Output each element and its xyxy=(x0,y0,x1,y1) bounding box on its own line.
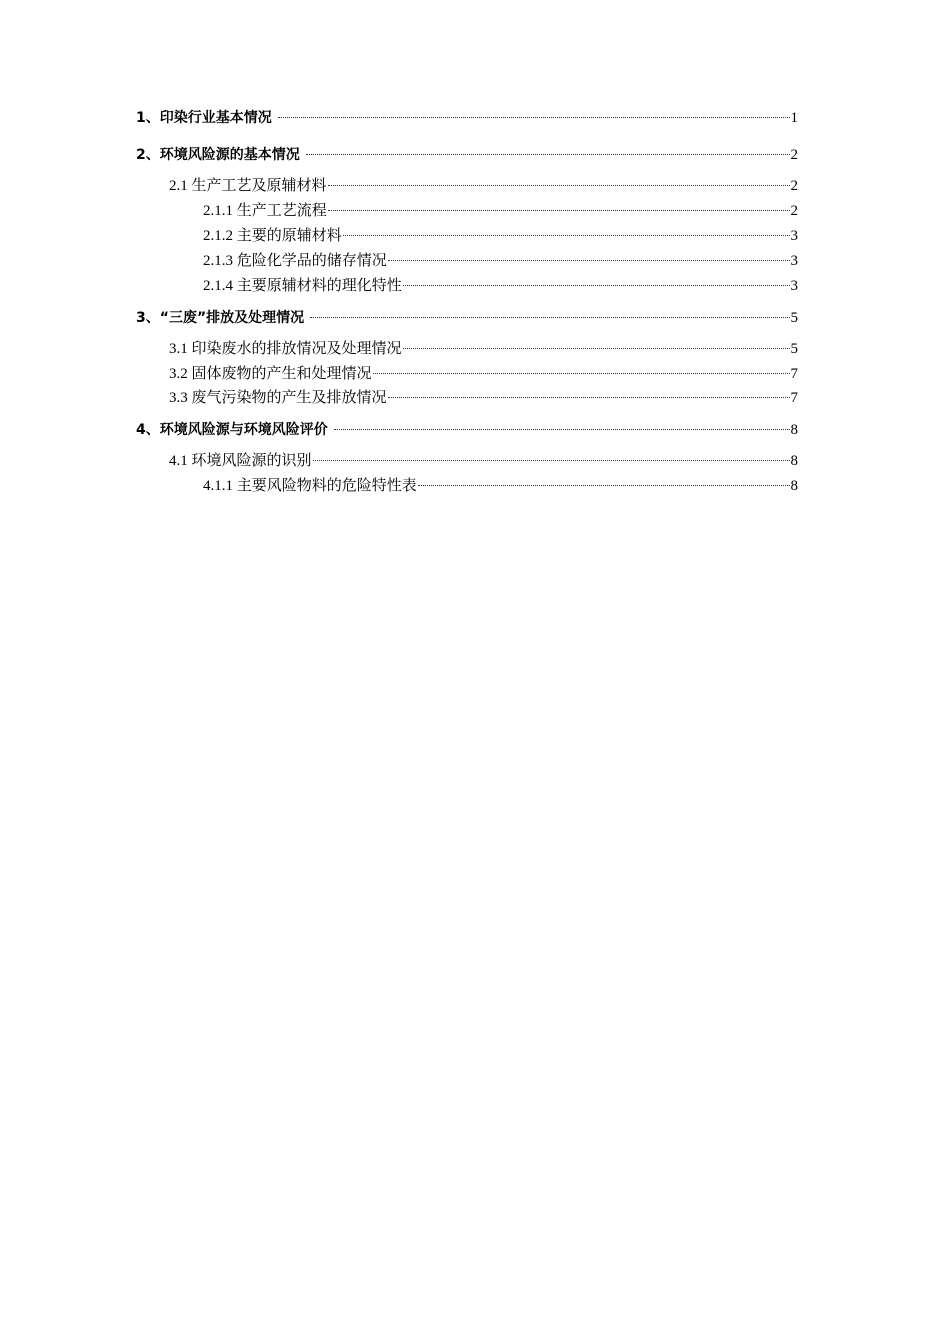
toc-dot-leader xyxy=(418,485,790,486)
toc-entry-page-number: 8 xyxy=(790,453,798,469)
toc-entry-title: 4.1 环境风险源的识别 xyxy=(169,453,312,469)
toc-dot-leader xyxy=(334,429,790,430)
toc-entry-2-1[interactable] xyxy=(169,175,798,197)
toc-entry-1[interactable] xyxy=(136,107,798,129)
toc-entry-3[interactable] xyxy=(136,307,798,329)
toc-entry-page-number: 8 xyxy=(790,478,798,494)
toc-entry-page-number: 3 xyxy=(790,278,798,294)
toc-dot-leader xyxy=(388,397,790,398)
toc-dot-leader xyxy=(310,317,789,318)
toc-entry-title: 2.1.1 生产工艺流程 xyxy=(203,203,327,219)
toc-entry-title: 3.1 印染废水的排放情况及处理情况 xyxy=(169,341,402,357)
toc-entry-page-number: 1 xyxy=(790,110,798,126)
toc-entry-page-number: 5 xyxy=(790,310,798,326)
toc-entry-2-1-3[interactable] xyxy=(203,250,798,272)
toc-entry-page-number: 3 xyxy=(790,253,798,269)
toc-entry-title: 4、环境风险源与环境风险评价 xyxy=(136,422,328,438)
toc-entry-title: 2.1 生产工艺及原辅材料 xyxy=(169,178,327,194)
toc-entry-4-1[interactable] xyxy=(169,450,798,472)
toc-entry-title: 2、环境风险源的基本情况 xyxy=(136,147,300,163)
toc-entry-2-1-1[interactable] xyxy=(203,200,798,222)
toc-dot-leader xyxy=(343,235,790,236)
toc-entry-3-1[interactable] xyxy=(169,338,798,360)
toc-dot-leader xyxy=(278,117,790,118)
toc-dot-leader xyxy=(403,285,790,286)
toc-entry-4-1-1[interactable] xyxy=(203,475,798,497)
toc-entry-2[interactable] xyxy=(136,144,798,166)
toc-entry-4[interactable] xyxy=(136,419,798,441)
toc-entry-page-number: 5 xyxy=(790,341,798,357)
toc-entry-title: 2.1.4 主要原辅材料的理化特性 xyxy=(203,278,402,294)
toc-entry-page-number: 2 xyxy=(790,147,798,163)
toc-entry-page-number: 2 xyxy=(790,178,798,194)
toc-dot-leader xyxy=(373,373,790,374)
toc-dot-leader xyxy=(328,210,790,211)
toc-entry-title: 4.1.1 主要风险物料的危险特性表 xyxy=(203,478,417,494)
toc-entry-title: 2.1.3 危险化学品的储存情况 xyxy=(203,253,387,269)
toc-entry-title: 2.1.2 主要的原辅材料 xyxy=(203,228,342,244)
toc-entry-page-number: 7 xyxy=(790,366,798,382)
toc-dot-leader xyxy=(306,154,790,155)
toc-entry-page-number: 2 xyxy=(790,203,798,219)
toc-entry-title: 1、印染行业基本情况 xyxy=(136,110,272,126)
toc-dot-leader xyxy=(388,260,790,261)
toc-dot-leader xyxy=(403,348,790,349)
toc-entry-page-number: 3 xyxy=(790,228,798,244)
toc-entry-2-1-4[interactable] xyxy=(203,275,798,297)
toc-entry-3-3[interactable] xyxy=(169,387,798,409)
toc-dot-leader xyxy=(328,185,790,186)
toc-entry-page-number: 7 xyxy=(790,390,798,406)
toc-entry-3-2[interactable] xyxy=(169,363,798,385)
toc-entry-title: 3、“三废”排放及处理情况 xyxy=(136,310,305,326)
toc-entry-title: 3.2 固体废物的产生和处理情况 xyxy=(169,366,372,382)
toc-entry-page-number: 8 xyxy=(790,422,798,438)
toc-entry-title: 3.3 废气污染物的产生及排放情况 xyxy=(169,390,387,406)
toc-entry-2-1-2[interactable] xyxy=(203,225,798,247)
toc-dot-leader xyxy=(313,460,790,461)
